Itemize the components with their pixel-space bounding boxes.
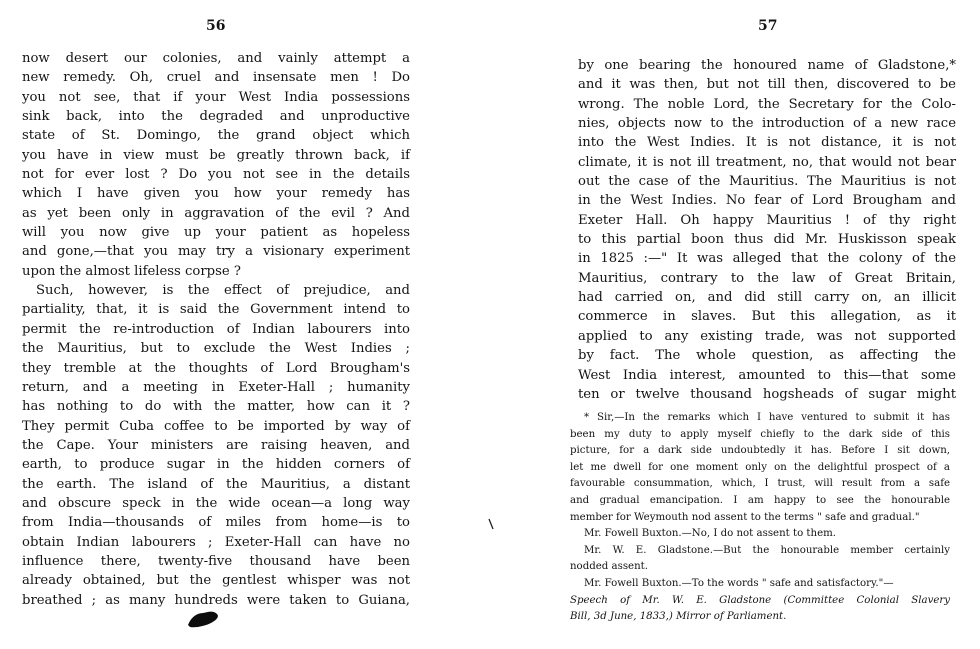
text-line: by one bearing the honoured name of Gladstone,* — [578, 58, 956, 73]
text-line: to this partial boon thus did Mr. Huskisson speak — [578, 232, 956, 248]
text-line: permit the re-introduction of Indian labourers into — [22, 321, 410, 337]
text-line: return, and a meeting in Exeter-Hall ; humanity — [22, 379, 410, 395]
page-number-left: 56 — [206, 18, 226, 34]
text-line: influence there, twenty-five thousand have been — [22, 553, 410, 569]
footnote — [570, 410, 950, 626]
text-line: been my duty to apply myself chiefly to the dark side of this — [570, 428, 950, 440]
text-line: the earth. The island of the Mauritius, a distant — [22, 476, 410, 492]
text-line: wrong. The noble Lord, the Secretary for the Colo- — [578, 96, 956, 112]
ink-blot-icon — [186, 608, 220, 628]
text-line: out the case of the Mauritius. The Mauritius is not — [578, 174, 956, 190]
text-line: partiality, that, it is said the Government intend to — [22, 302, 410, 318]
text-line: earth, to produce sugar in the hidden corners of — [22, 457, 410, 473]
right-page-text — [578, 56, 956, 404]
footnote-source — [570, 593, 950, 626]
text-line: into the West Indies. It is not distance, it is not — [578, 135, 956, 151]
text-line: climate, it is not ill treatment, no, that would not bear — [578, 154, 956, 170]
text-line: member for Weymouth nod assent to the terms " safe and gradual." — [570, 511, 920, 523]
text-line: you not see, that if your West India possessions — [22, 89, 410, 105]
text-line: Mauritius, contrary to the law of Great Britain, — [578, 270, 956, 286]
left-page-text — [22, 49, 410, 610]
text-line: not for ever lost ? Do you not see in the details — [22, 167, 410, 183]
footnote-body — [570, 410, 950, 526]
text-line: let me dwell for one moment only on the delightful prospect of a — [570, 461, 950, 473]
text-line: nodded assent. — [570, 561, 648, 573]
text-line: breathed ; as many hundreds were taken to Guiana, — [22, 592, 410, 608]
footnote-dialogue — [570, 526, 950, 592]
text-line: West India interest, amounted to this—that some — [578, 367, 956, 383]
text-line: had carried on, and did still carry on, an illicit — [578, 290, 956, 306]
text-line: Mr. Fowell Buxton.—To the words " safe and satisfactory."— — [584, 577, 894, 589]
text-line: in the West Indies. No fear of Lord Brougham and — [578, 193, 956, 209]
text-line: they tremble at the thoughts of Lord Brougham's — [22, 360, 410, 376]
text-line: will you now give up your patient as hopeless — [22, 225, 410, 241]
text-line: now desert our colonies, and vainly attempt a — [22, 51, 410, 66]
text-line: and gone,—that you may try a visionary experiment — [22, 244, 410, 260]
text-line: in 1825 :—" It was alleged that the colony of the — [578, 251, 956, 267]
text-line: Mr. W. E. Gladstone.—But the honourable member certainly — [584, 544, 950, 556]
text-line: upon the almost lifeless corpse ? — [22, 263, 241, 279]
text-line: you have in view must be greatly thrown back, if — [22, 147, 410, 163]
page-number-right: 57 — [758, 18, 778, 34]
text-line: Exeter Hall. Oh happy Mauritius ! of thy right — [578, 212, 956, 228]
text-line: and obscure speck in the wide ocean—a long way — [22, 495, 410, 511]
text-line: from India—thousands of miles from home—is to — [22, 515, 410, 531]
text-line: state of St. Domingo, the grand object which — [22, 128, 410, 144]
text-line: and it was then, but not till then, discovered to be — [578, 77, 956, 93]
text-line: as yet been only in aggravation of the evil ? And — [22, 205, 410, 221]
text-line: Such, however, is the effect of prejudice, and — [36, 283, 410, 299]
text-line: ten or twelve thousand hogsheads of sugar might — [578, 386, 956, 402]
text-line: Mr. Fowell Buxton.—No, I do not assent to them. — [584, 528, 837, 540]
text-line: favourable consummation, which, I trust, will result from a safe — [570, 478, 950, 490]
text-line: new remedy. Oh, cruel and insensate men ! Do — [22, 70, 410, 86]
text-line: Speech of Mr. W. E. Gladstone (Committee Colonial Slavery — [570, 594, 950, 606]
text-line: Bill, 3d June, 1833,) Mirror of Parliament. — [570, 611, 787, 623]
text-line: which I have given you how your remedy has — [22, 186, 410, 202]
text-line: already obtained, but the gentlest whisper was not — [22, 573, 410, 589]
text-line: They permit Cuba coffee to be imported by way of — [22, 418, 410, 434]
text-line: * Sir,—In the remarks which I have ventured to submit it has — [584, 412, 950, 423]
text-line: and gradual emancipation. I am happy to see the honourable — [570, 494, 950, 506]
text-line: applied to any existing trade, was not supported — [578, 328, 956, 344]
text-line: nies, objects now to the introduction of a new race — [578, 116, 956, 132]
text-line: the Cape. Your ministers are raising heaven, and — [22, 437, 410, 453]
text-line: the Mauritius, but to exclude the West Indies ; — [22, 341, 410, 357]
text-line: obtain Indian labourers ; Exeter-Hall can have no — [22, 534, 410, 550]
text-line: commerce in slaves. But this allegation, as it — [578, 309, 956, 325]
stray-mark-icon — [487, 518, 495, 530]
text-line: sink back, into the degraded and unproductive — [22, 109, 410, 125]
text-line: picture, for a dark side undoubtedly it has. Before I sit down, — [570, 445, 950, 457]
text-line: by fact. The whole question, as affecting the — [578, 348, 956, 364]
text-line: has nothing to do with the matter, how can it ? — [22, 399, 410, 415]
